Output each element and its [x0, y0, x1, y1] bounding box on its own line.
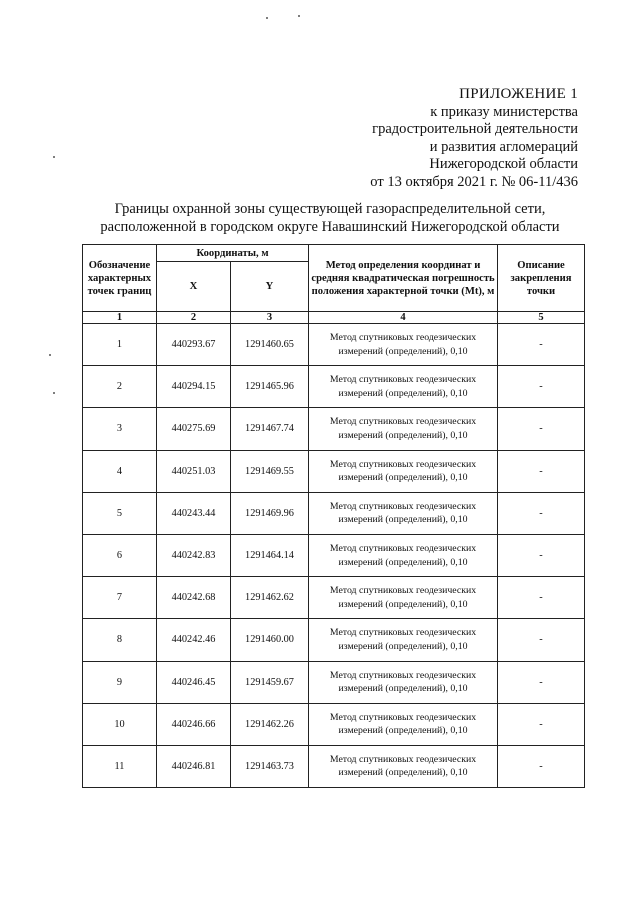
title-line-1: Границы охранной зоны существующей газораспределительной сети,: [114, 201, 546, 217]
description-cell: -: [498, 619, 585, 661]
column-number: 4: [309, 312, 498, 324]
coord-x: 440251.03: [157, 450, 231, 492]
coord-y: 1291460.65: [231, 324, 309, 366]
description-cell: -: [498, 703, 585, 745]
point-id: 5: [83, 492, 157, 534]
title-line-2: расположенной в городском округе Навашинский Нижегородской области: [100, 219, 560, 235]
header-coordinates: Координаты, м: [157, 245, 309, 262]
point-id: 2: [83, 366, 157, 408]
coord-x: 440293.67: [157, 324, 231, 366]
table-row: [83, 577, 585, 619]
scan-speck: [53, 156, 55, 158]
table-row: [83, 366, 585, 408]
column-number: 5: [498, 312, 585, 324]
coord-y: 1291467.74: [231, 408, 309, 450]
document-title: [60, 200, 600, 236]
table-row: [83, 450, 585, 492]
table-row: [83, 661, 585, 703]
table-row: [83, 492, 585, 534]
header-line: к приказу министерства: [430, 103, 578, 120]
coord-y: 1291465.96: [231, 366, 309, 408]
method-cell: Метод спутниковых геодезических измерений (определений), 0,10: [309, 703, 498, 745]
coord-y: 1291459.67: [231, 661, 309, 703]
header-method: Метод определения координат и средняя квадратическая погрешность положения характерной точки (Mt), м: [309, 245, 498, 312]
header-line: и развития агломераций: [429, 138, 578, 155]
point-id: 1: [83, 324, 157, 366]
coord-y: 1291462.62: [231, 577, 309, 619]
point-id: 7: [83, 577, 157, 619]
description-cell: -: [498, 408, 585, 450]
point-id: 9: [83, 661, 157, 703]
scan-speck: [53, 392, 55, 394]
table-row: [83, 703, 585, 745]
point-id: 10: [83, 703, 157, 745]
table-row: [83, 534, 585, 576]
coord-x: 440275.69: [157, 408, 231, 450]
table-row: [83, 324, 585, 366]
method-cell: Метод спутниковых геодезических измерений (определений), 0,10: [309, 366, 498, 408]
description-cell: -: [498, 492, 585, 534]
header-line: градостроительной деятельности: [372, 121, 578, 138]
document-header: [278, 86, 578, 192]
coord-y: 1291469.55: [231, 450, 309, 492]
order-date-number: от 13 октября 2021 г. № 06-11/436: [370, 173, 578, 190]
description-cell: -: [498, 577, 585, 619]
scan-speck: [266, 17, 268, 19]
header-line: Нижегородской области: [429, 156, 578, 173]
appendix-label: ПРИЛОЖЕНИЕ 1: [459, 86, 578, 102]
coord-y: 1291462.26: [231, 703, 309, 745]
coord-y: 1291469.96: [231, 492, 309, 534]
header-designation: Обозначение характерных точек границ: [83, 245, 157, 312]
description-cell: -: [498, 450, 585, 492]
coord-y: 1291464.14: [231, 534, 309, 576]
method-cell: Метод спутниковых геодезических измерений (определений), 0,10: [309, 450, 498, 492]
description-cell: -: [498, 661, 585, 703]
point-id: 6: [83, 534, 157, 576]
method-cell: Метод спутниковых геодезических измерений (определений), 0,10: [309, 492, 498, 534]
method-cell: Метод спутниковых геодезических измерений (определений), 0,10: [309, 577, 498, 619]
header-description: Описание закрепления точки: [498, 245, 585, 312]
table-row: [83, 408, 585, 450]
description-cell: -: [498, 745, 585, 787]
coord-x: 440246.81: [157, 745, 231, 787]
scan-speck: [49, 354, 51, 356]
point-id: 11: [83, 745, 157, 787]
column-number: 1: [83, 312, 157, 324]
table-row: [83, 619, 585, 661]
header-y: Y: [231, 262, 309, 312]
method-cell: Метод спутниковых геодезических измерений (определений), 0,10: [309, 745, 498, 787]
column-number: 3: [231, 312, 309, 324]
coord-x: 440242.83: [157, 534, 231, 576]
method-cell: Метод спутниковых геодезических измерений (определений), 0,10: [309, 324, 498, 366]
coord-x: 440294.15: [157, 366, 231, 408]
coord-x: 440242.68: [157, 577, 231, 619]
coord-y: 1291463.73: [231, 745, 309, 787]
coord-x: 440246.66: [157, 703, 231, 745]
method-cell: Метод спутниковых геодезических измерений (определений), 0,10: [309, 408, 498, 450]
header-x: X: [157, 262, 231, 312]
coord-x: 440242.46: [157, 619, 231, 661]
point-id: 8: [83, 619, 157, 661]
column-number: 2: [157, 312, 231, 324]
description-cell: -: [498, 324, 585, 366]
method-cell: Метод спутниковых геодезических измерений (определений), 0,10: [309, 534, 498, 576]
scan-speck: [298, 15, 300, 17]
method-cell: Метод спутниковых геодезических измерений (определений), 0,10: [309, 619, 498, 661]
point-id: 3: [83, 408, 157, 450]
coord-x: 440243.44: [157, 492, 231, 534]
coordinates-table: [82, 244, 585, 788]
coord-y: 1291460.00: [231, 619, 309, 661]
point-id: 4: [83, 450, 157, 492]
table-row: [83, 745, 585, 787]
coord-x: 440246.45: [157, 661, 231, 703]
method-cell: Метод спутниковых геодезических измерений (определений), 0,10: [309, 661, 498, 703]
description-cell: -: [498, 366, 585, 408]
description-cell: -: [498, 534, 585, 576]
